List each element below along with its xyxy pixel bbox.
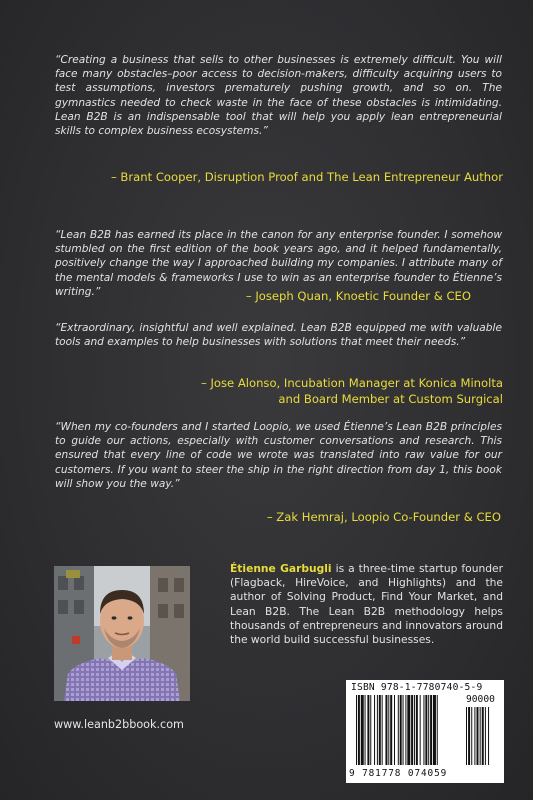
testimonial-quote: “Extraordinary, insightful and well explained. Lean B2B equipped me with valuable tools and examples to help businesses with solutions that meet their needs.” [55, 322, 502, 349]
author-photo [54, 566, 190, 701]
barcode-bar [377, 695, 378, 765]
barcode-bar [416, 695, 418, 765]
barcode-bar [367, 695, 369, 765]
barcode-bar [356, 695, 357, 765]
testimonial-quote: “Creating a business that sells to other businesses is extremely difficult. You will face many obstacles–poor access to decision-makers, difficulty acquiring users to test assumptions, investors prematurely pushing growth, and so on. The gymnastics needed to check waste in the face of these obstacles is intimidating. Lean B2B is an indispensable tool that will help you apply lean entrepreneurial skills to complex business ecosystems.” [55, 54, 502, 138]
barcode-bar [394, 695, 395, 765]
barcode-bar [365, 695, 366, 765]
barcode-addon-bar [477, 707, 479, 765]
testimonial-quote: “Lean B2B has earned its place in the canon for any enterprise founder. I somehow stumbled on the first edition of the book years ago, and it helped fundamentally, positively change the way I approached building my companies. I attribute many of the mental models & frameworks I use to win as an enterprise founder to Étienne’s writing.” [55, 229, 502, 298]
isbn-barcode [346, 680, 504, 783]
attribution-line: – Jose Alonso, Incubation Manager at Konica Minolta [200, 376, 503, 390]
barcode-addon-bar [471, 707, 472, 765]
barcode-bar [433, 695, 436, 765]
author-name: Étienne Garbugli [230, 562, 332, 575]
barcode-bar [382, 695, 383, 765]
barcode-number: 9 781778 074059 [349, 768, 448, 779]
barcode-addon-bar [480, 707, 481, 765]
barcode-addon-bar [466, 707, 467, 765]
barcode-addon-bar [488, 707, 489, 765]
barcode-bar [388, 695, 389, 765]
barcode-bar [430, 695, 432, 765]
barcode-addon-bar [468, 707, 470, 765]
testimonial-attribution: – Joseph Quan, Knoetic Founder & CEO [245, 289, 471, 303]
barcode-bar [374, 695, 375, 765]
barcode-bar [411, 695, 413, 765]
barcode-bar [370, 695, 371, 765]
author-bio [230, 562, 503, 647]
testimonial-attribution [63, 376, 503, 407]
barcode-addon-bar [474, 707, 475, 765]
barcode-bars [350, 695, 500, 769]
isbn-text: ISBN 978-1-7780740-5-9 [351, 682, 483, 693]
price-code: 90000 [466, 694, 495, 705]
testimonial-attribution: – Zak Hemraj, Loopio Co-Founder & CEO [266, 510, 501, 524]
testimonial-attribution: – Brant Cooper, Disruption Proof and The Lean Entrepreneur Author [110, 170, 503, 184]
barcode-bar [400, 695, 402, 765]
barcode-addon-bar [485, 707, 486, 765]
attribution-line: and Board Member at Custom Surgical [278, 391, 503, 406]
barcode-bar [385, 695, 387, 765]
testimonial-quote: “When my co-founders and I started Loopio, we used Étienne’s Lean B2B principles to guide our actions, especially with customer conversations and research. This ensured that every line of code we wrote was translated into raw value for our customers. If you want to steer the ship in the right direction from day 1, this book will show you the way.” [55, 421, 502, 490]
website-url: www.leanb2bbook.com [54, 718, 184, 731]
barcode-bar [407, 695, 410, 765]
barcode-bar [420, 695, 421, 765]
barcode-bar [403, 695, 404, 765]
barcode-bar [398, 695, 399, 765]
barcode-bar [361, 695, 364, 765]
barcode-bar [428, 695, 429, 765]
barcode-bar [414, 695, 415, 765]
barcode-bar [423, 695, 424, 765]
author-bio-text: is a three-time startup founder (Flagback, HireVoice, and Highlights) and the author of Solving Product, Find Your Market, and Lean B2B. The Lean B2B methodology helps thousands of entrepreneurs and innovators around the world build successful businesses. [230, 562, 504, 647]
barcode-bar [437, 695, 438, 765]
barcode-addon-bar [482, 707, 484, 765]
barcode-bar [425, 695, 427, 765]
barcode-bar [358, 695, 360, 765]
barcode-bar [405, 695, 406, 765]
barcode-bar [390, 695, 392, 765]
barcode-bar [379, 695, 381, 765]
